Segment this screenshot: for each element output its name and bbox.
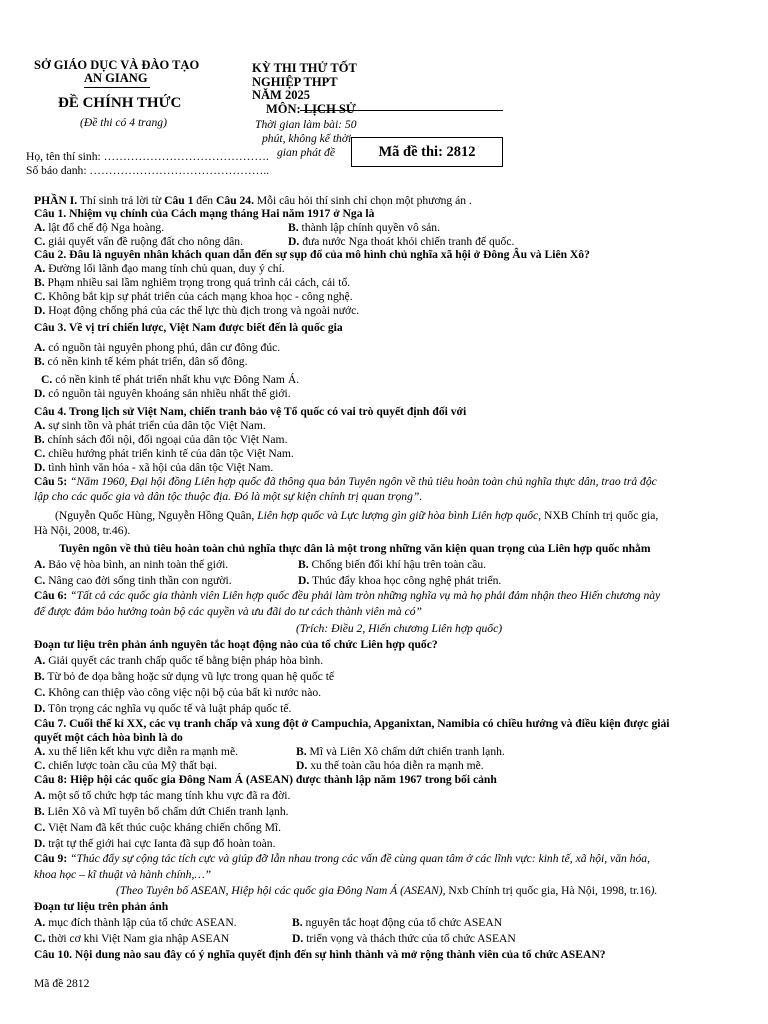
option-a[interactable]: A. lật đổ chế độ Nga hoàng. bbox=[34, 221, 165, 234]
question-stem: Câu 1. Nhiệm vụ chính của Cách mạng tháng Hai năm 1917 ở Nga là bbox=[34, 207, 375, 220]
option-d[interactable]: D. triển vọng và thách thức của tổ chức ASEAN bbox=[292, 932, 516, 945]
source-citation-cont: Hà Nội, 2008, tr.46). bbox=[34, 524, 131, 537]
question-stem: Câu 10. Nội dung nào sau đây có ý nghĩa quyết định đến sự hình thành và mở rộng thành viên của tổ chức ASEAN? bbox=[34, 948, 606, 961]
source-quote: Câu 9: “Thúc đẩy sự cộng tác tích cực và giúp đỡ lẫn nhau trong các vấn đề cùng quan tâm ở các lĩnh vực: kinh tế, xã hội, văn hóa, bbox=[34, 852, 650, 865]
source-citation: (Theo Tuyên bố ASEAN, Hiệp hội các quốc gia Đông Nam Á (ASEAN), Nxb Chính trị quốc gia, Hà Nội, 1998, tr.16). bbox=[116, 884, 658, 897]
option-a[interactable]: A. xu thế liên kết khu vực diễn ra mạnh mẽ. bbox=[34, 745, 238, 758]
question-stem: Câu 3. Về vị trí chiến lược, Việt Nam được biết đến là quốc gia bbox=[34, 321, 343, 334]
source-citation: (Trích: Điều 2, Hiến chương Liên hợp quốc) bbox=[296, 622, 503, 635]
source-citation: (Nguyễn Quốc Hùng, Nguyễn Hồng Quân, Liên hợp quốc và Lực lượng gìn giữ hòa bình Liên hợp quốc, NXB Chính trị quốc gia, bbox=[55, 509, 659, 522]
question-stem: Câu 2. Đâu là nguyên nhân khách quan dẫn đến sự sụp đổ của mô hình chủ nghĩa xã hội ở Đông Âu và Liên Xô? bbox=[34, 248, 590, 261]
question-stem: Đoạn tư liệu trên phản ánh bbox=[34, 900, 169, 913]
exam-line3: NĂM 2025 bbox=[252, 88, 310, 102]
source-quote-cont: để được đảm bảo hưởng toàn bộ các quyền và ưu đãi do tư cách thành viên mà có” bbox=[34, 605, 422, 618]
source-quote: Câu 6: “Tất cả các quốc gia thành viên Liên hợp quốc đều phải làm tròn những nghĩa vụ mà họ phải đảm nhận theo Hiến chương này bbox=[34, 589, 661, 602]
option-b[interactable]: B. Liên Xô và Mĩ tuyên bố chấm dứt Chiến tranh lạnh. bbox=[34, 805, 289, 818]
time-line2: phút, không kể thời bbox=[262, 132, 352, 145]
option-a[interactable]: A. có nguồn tài nguyên phong phú, dân cư đông đúc. bbox=[34, 341, 281, 354]
footer-exam-code: Mã đề 2812 bbox=[34, 977, 90, 990]
option-a[interactable]: A. một số tổ chức hợp tác mang tính khu vực đã ra đời. bbox=[34, 789, 291, 802]
source-quote: Câu 5: “Năm 1960, Đại hội đồng Liên hợp quốc đã thông qua bản Tuyên ngôn về thủ tiêu hoàn toàn chủ nghĩa thực dân, trao trả độc bbox=[34, 475, 657, 488]
option-d[interactable]: D. tình hình văn hóa - xã hội của dân tộc Việt Nam. bbox=[34, 461, 274, 474]
option-d[interactable]: D. đưa nước Nga thoát khỏi chiến tranh đế quốc. bbox=[288, 235, 515, 248]
option-a[interactable]: A. Giải quyết các tranh chấp quốc tế bằng biện pháp hòa bình. bbox=[34, 654, 324, 667]
exam-line1: KỲ THI THỬ TỐT bbox=[252, 61, 357, 75]
option-b[interactable]: B. Phạm nhiều sai lầm nghiêm trọng trong quá trình cải cách, cải tổ. bbox=[34, 276, 351, 289]
pages-note: (Đề thi có 4 trang) bbox=[80, 116, 167, 129]
option-d[interactable]: D. trật tự thế giới hai cực Ianta đã sụp đổ hoàn toàn. bbox=[34, 837, 276, 850]
option-a[interactable]: A. Bảo vệ hòa bình, an ninh toàn thế giới. bbox=[34, 558, 229, 571]
question-stem-cont: quyết một cách hòa bình là do bbox=[34, 731, 183, 744]
option-c[interactable]: C. Không bắt kịp sự phát triển của cách mạng khoa học - công nghệ. bbox=[34, 290, 353, 303]
option-c[interactable]: C. chiến lược toàn cầu của Mỹ thất bại. bbox=[34, 759, 218, 772]
option-c[interactable]: C. Không can thiệp vào công việc nội bộ của bất kì nước nào. bbox=[34, 686, 322, 699]
option-c[interactable]: C. có nền kinh tế phát triển nhất khu vực Đông Nam Á. bbox=[41, 373, 300, 386]
part1-instructions: PHẦN I. Thí sinh trả lời từ Câu 1 đến Câu 24. Mỗi câu hỏi thí sinh chỉ chọn một phương án . bbox=[34, 194, 472, 207]
source-quote-cont: lập cho các quốc gia và dân tộc thuộc địa. Đó là một sự kiện chính trị quan trọng”. bbox=[34, 490, 423, 503]
option-c[interactable]: C. thời cơ khi Việt Nam gia nhập ASEAN bbox=[34, 932, 230, 945]
option-c[interactable]: C. Nâng cao đời sống tinh thần con người. bbox=[34, 574, 232, 587]
option-b[interactable]: B. thành lập chính quyền vô sản. bbox=[288, 221, 440, 234]
option-b[interactable]: B. Mĩ và Liên Xô chấm dứt chiến tranh lạnh. bbox=[296, 745, 505, 758]
org-line2: AN GIANG bbox=[84, 71, 148, 85]
org-line1: SỞ GIÁO DỤC VÀ ĐÀO TẠO bbox=[34, 58, 200, 72]
subject-rule bbox=[300, 110, 503, 111]
question-stem: Đoạn tư liệu trên phản ánh nguyên tắc hoạt động nào của tổ chức Liên hợp quốc? bbox=[34, 638, 438, 651]
id-field: Số báo danh: ……………………………………….. bbox=[26, 164, 270, 177]
option-b[interactable]: B. nguyên tắc hoạt động của tổ chức ASEAN bbox=[292, 916, 503, 929]
header-divider bbox=[84, 87, 150, 88]
option-d[interactable]: D. xu thế toàn cầu hóa diễn ra mạnh mẽ. bbox=[296, 759, 484, 772]
option-c[interactable]: C. giải quyết vấn đề ruộng đất cho nông dân. bbox=[34, 235, 243, 248]
official-label: ĐỀ CHÍNH THỨC bbox=[58, 95, 182, 111]
option-a[interactable]: A. mục đích thành lập của tổ chức ASEAN. bbox=[34, 916, 237, 929]
option-c[interactable]: C. Việt Nam đã kết thúc cuộc kháng chiến chống Mĩ. bbox=[34, 821, 282, 834]
exam-code-box: Mã đề thi: 2812 bbox=[351, 137, 503, 167]
question-stem: Tuyên ngôn về thủ tiêu hoàn toàn chủ nghĩa thực dân là một trong những văn kiện quan trọng của Liên hợp quốc nhằm bbox=[59, 542, 651, 555]
time-line1: Thời gian làm bài: 50 bbox=[255, 118, 357, 131]
option-c[interactable]: C. chiều hướng phát triển kinh tế của dân tộc Việt Nam. bbox=[34, 447, 294, 460]
question-stem: Câu 4. Trong lịch sử Việt Nam, chiến tranh bảo vệ Tổ quốc có vai trò quyết định đối với bbox=[34, 405, 467, 418]
option-a[interactable]: A. sự sinh tồn và phát triển của dân tộc Việt Nam. bbox=[34, 419, 266, 432]
time-line3: gian phát đề bbox=[277, 146, 335, 159]
subject: MÔN: LỊCH SỬ bbox=[266, 102, 356, 116]
option-d[interactable]: D. Hoạt động chống phá của các thế lực thù địch trong và ngoài nước. bbox=[34, 304, 360, 317]
option-d[interactable]: D. Tôn trọng các nghĩa vụ quốc tế và luật pháp quốc tế. bbox=[34, 702, 292, 715]
option-b[interactable]: B. có nền kinh tế kém phát triển, dân số đông. bbox=[34, 355, 248, 368]
name-field: Họ, tên thí sinh: ……………………………………. bbox=[26, 150, 269, 163]
option-a[interactable]: A. Đường lối lãnh đạo mang tính chủ quan, duy ý chí. bbox=[34, 262, 285, 275]
option-d[interactable]: D. có nguồn tài nguyên khoáng sản nhiều nhất thế giới. bbox=[34, 387, 291, 400]
question-stem: Câu 7. Cuối thế kỉ XX, các vụ tranh chấp và xung đột ở Campuchia, Apganixtan, Namibia có chiều hướng và điều kiện được giải bbox=[34, 717, 670, 730]
option-b[interactable]: B. chính sách đối nội, đối ngoại của dân tộc Việt Nam. bbox=[34, 433, 288, 446]
option-b[interactable]: B. Từ bỏ đe dọa bằng hoặc sử dụng vũ lực trong quan hệ quốc tế bbox=[34, 670, 335, 683]
exam-line2: NGHIỆP THPT bbox=[252, 75, 338, 89]
source-quote-cont: khoa học – kĩ thuật và hành chính,…” bbox=[34, 868, 212, 881]
option-b[interactable]: B. Chống biến đổi khí hậu trên toàn cầu. bbox=[298, 558, 487, 571]
option-d[interactable]: D. Thúc đẩy khoa học công nghệ phát triển. bbox=[298, 574, 502, 587]
question-stem: Câu 8: Hiệp hội các quốc gia Đông Nam Á (ASEAN) được thành lập năm 1967 trong bối cảnh bbox=[34, 773, 497, 786]
